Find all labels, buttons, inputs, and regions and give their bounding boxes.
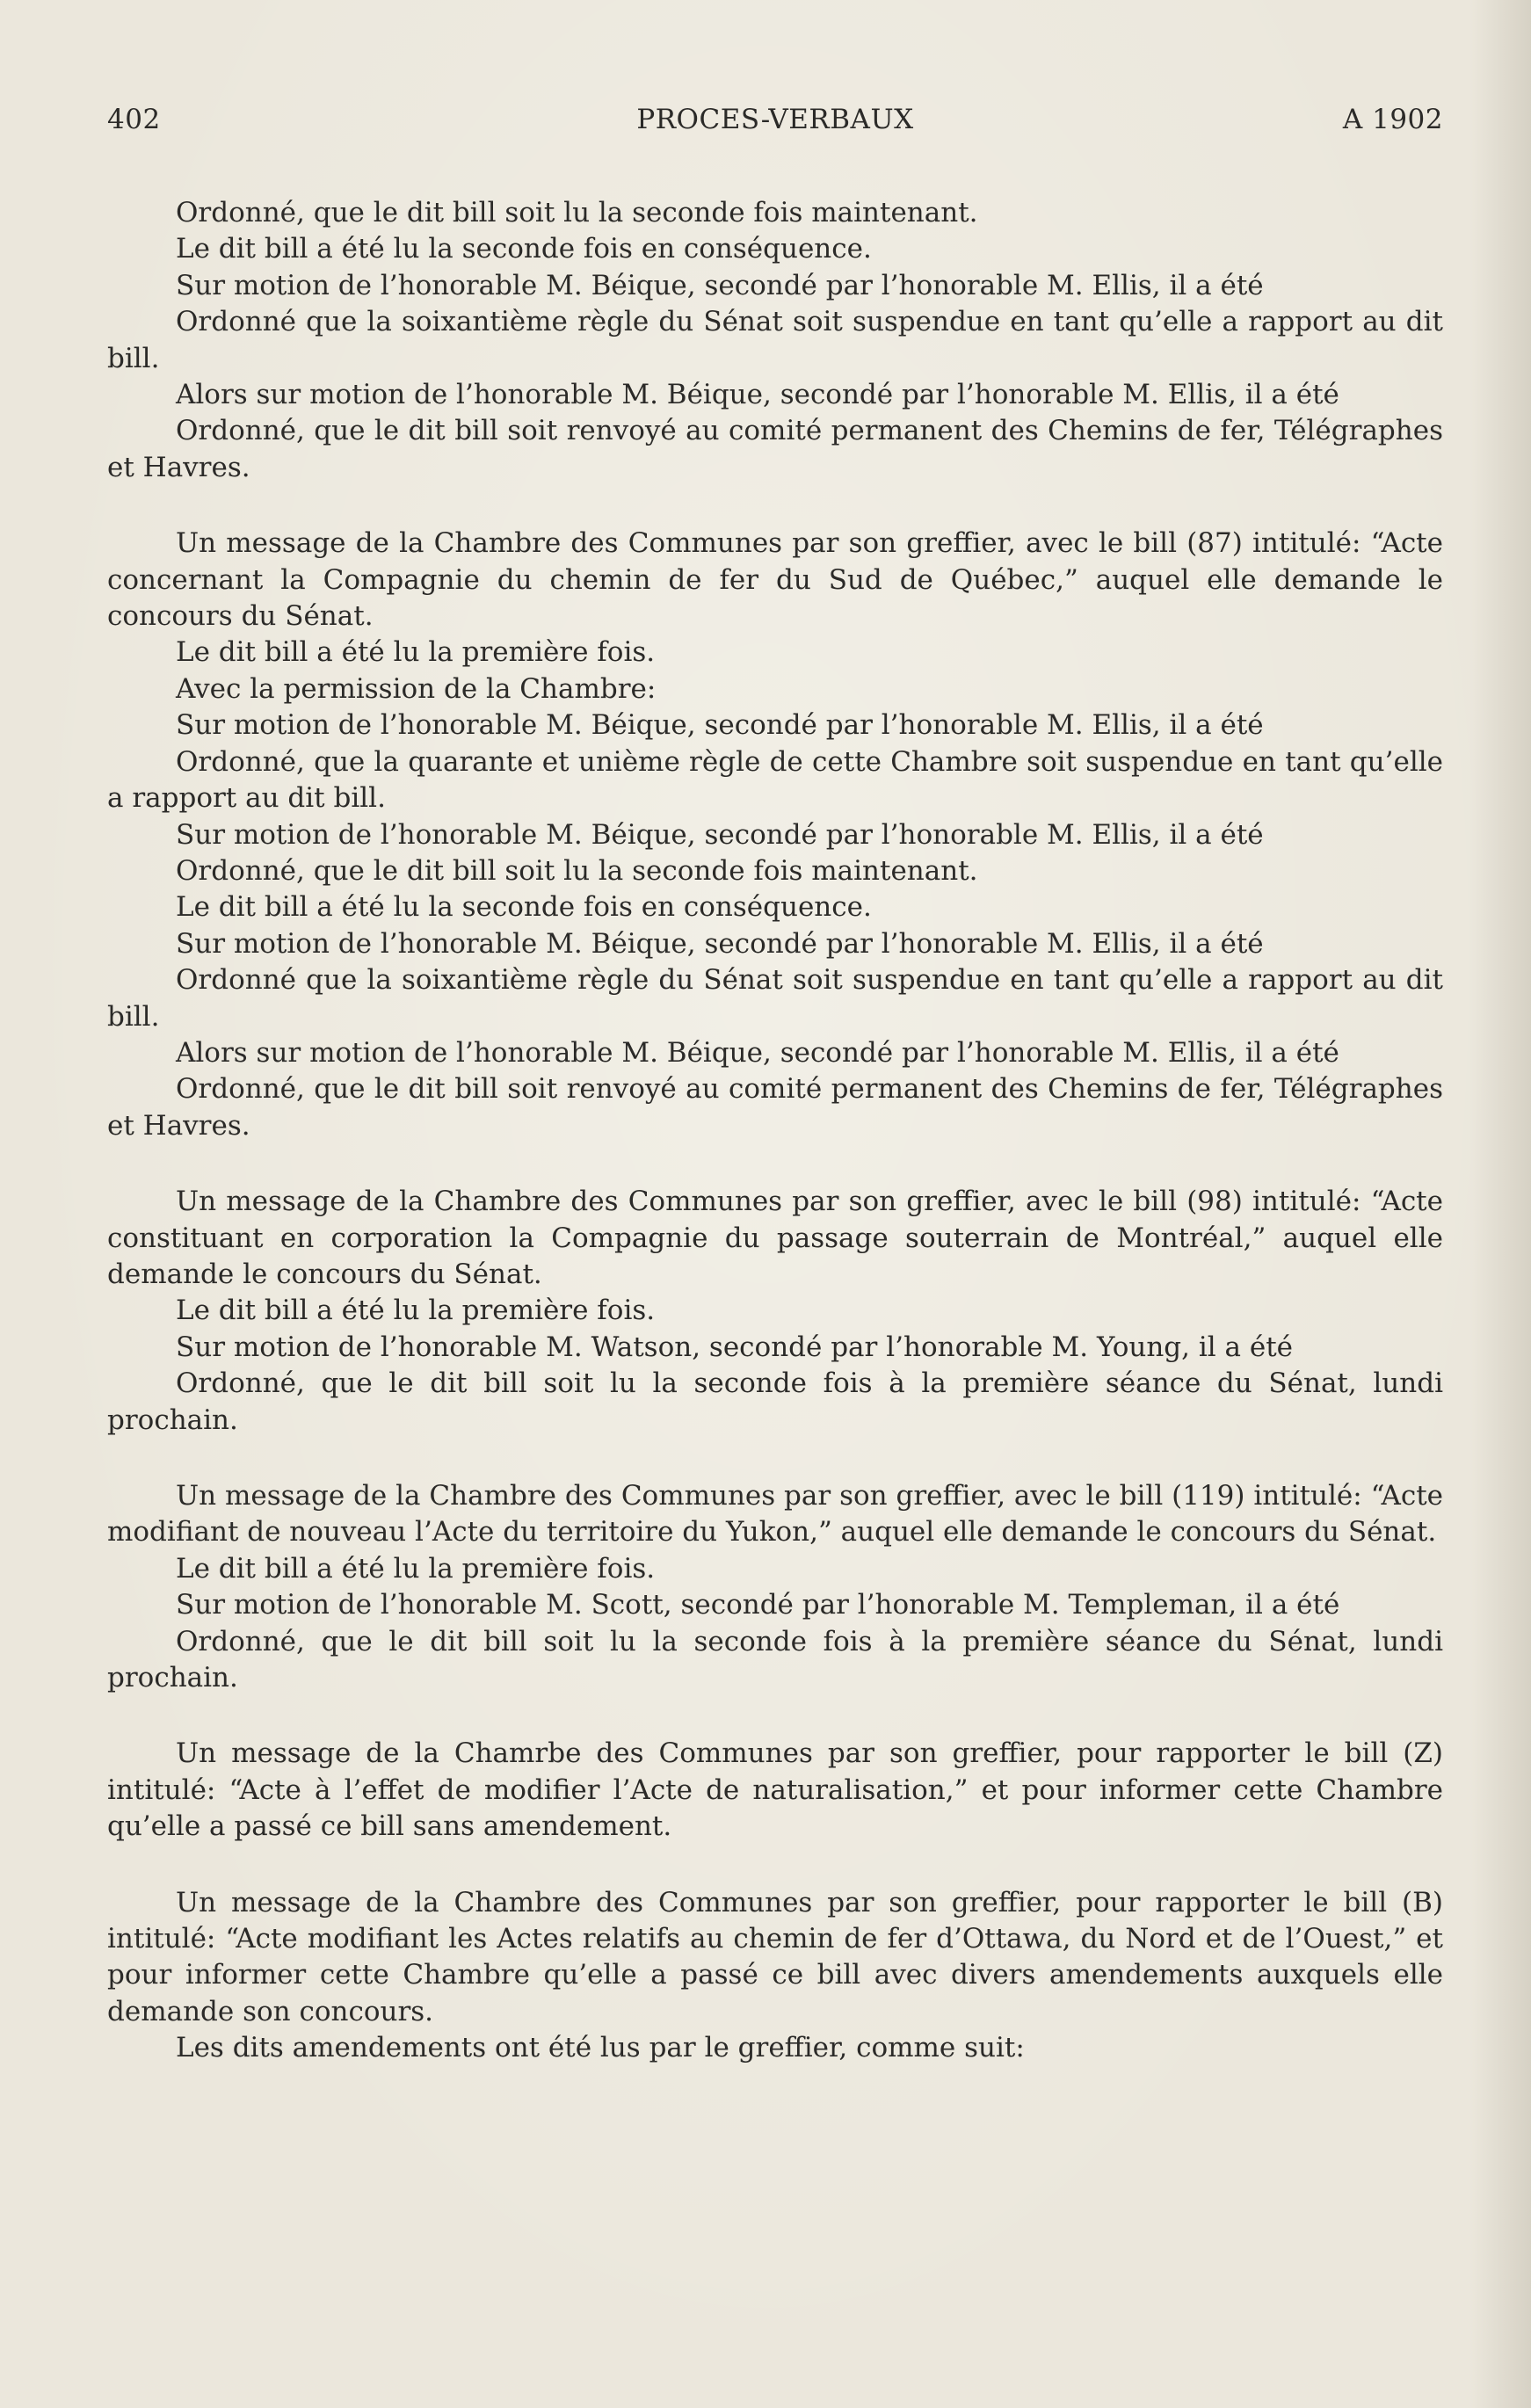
paragraph: Ordonné, que le dit bill soit lu la seconde fois à la première séance du Sénat, lundi prochain. (107, 1367, 1443, 1436)
paragraph: Sur motion de l’honorable M. Béique, secondé par l’honorable M. Ellis, il a été (176, 269, 1264, 301)
paragraph: Le dit bill a été lu la seconde fois en conséquence. (176, 891, 872, 924)
paragraph: Alors sur motion de l’honorable M. Béique, secondé par l’honorable M. Ellis, il a été (176, 379, 1339, 411)
paragraph: Ordonné que la soixantième règle du Sénat soit suspendue en tant qu’elle a rapport au dit bill. (107, 964, 1443, 1033)
running-title: PROCES-VERBAUX (636, 104, 914, 135)
paragraph: Ordonné, que le dit bill soit renvoyé au comité permanent des Chemins de fer, Télégraphes et Havres. (107, 1073, 1443, 1142)
paragraph: Ordonné, que le dit bill soit lu la seconde fois maintenant. (176, 854, 978, 887)
message-paragraph: Un message de la Chambre des Communes par son greffier, pour rapporter le bill (B) intitulé: “Acte modifiant les Actes relatifs au chemin de fer d’Ottawa, du Nord et de l’Ouest,” et pour informer cette Chambre qu’elle a passé ce bill avec divers amendements auxquels elle demande son concours. (107, 1886, 1443, 2027)
paragraph: Le dit bill a été lu la première fois. (176, 636, 656, 669)
document-body (107, 195, 1443, 2067)
message-paragraph: Un message de la Chambre des Communes par son greffier, avec le bill (98) intitulé: “Acte constituant en corporation la Compagnie du passage souterrain de Montréal,” auquel elle demande le concours du Sénat. (107, 1186, 1443, 1290)
session-year: A 1902 (1342, 104, 1443, 135)
paragraph: Les dits amendements ont été lus par le greffier, comme suit: (176, 2032, 1025, 2064)
paragraph: Le dit bill a été lu la première fois. (176, 1295, 656, 1327)
message-section (107, 1885, 1443, 2067)
message-section (107, 1736, 1443, 1845)
page-header (107, 104, 1443, 156)
paragraph: Sur motion de l’honorable M. Watson, secondé par l’honorable M. Young, il a été (176, 1331, 1294, 1363)
message-section (107, 526, 1443, 1144)
paragraph: Sur motion de l’honorable M. Béique, secondé par l’honorable M. Ellis, il a été (176, 709, 1264, 742)
paragraph: Sur motion de l’honorable M. Béique, secondé par l’honorable M. Ellis, il a été (176, 818, 1264, 851)
page-number: 402 (107, 104, 161, 135)
message-section (107, 1184, 1443, 1439)
paragraph: Ordonné, que la quarante et unième règle de cette Chambre soit suspendue en tant qu’elle a rapport au dit bill. (107, 745, 1443, 815)
message-section (107, 1478, 1443, 1696)
paragraph: Avec la permission de la Chambre: (176, 672, 657, 705)
paragraph: Ordonné, que le dit bill soit lu la seconde fois à la première séance du Sénat, lundi prochain. (107, 1625, 1443, 1694)
message-paragraph: Un message de la Chamrbe des Communes par son greffier, pour rapporter le bill (Z) intitulé: “Acte à l’effet de modifier l’Acte de naturalisation,” et pour informer cette Chambre qu’elle a passé ce bill sans amendement. (107, 1737, 1443, 1843)
proceedings-section (107, 195, 1443, 486)
paragraph: Ordonné, que le dit bill soit renvoyé au comité permanent des Chemins de fer, Télégraphes et Havres. (107, 415, 1443, 483)
paragraph: Sur motion de l’honorable M. Scott, secondé par l’honorable M. Templeman, il a été (176, 1589, 1340, 1621)
paragraph: Le dit bill a été lu la première fois. (176, 1552, 656, 1585)
message-paragraph: Un message de la Chambre des Communes par son greffier, avec le bill (119) intitulé: “Acte modifiant de nouveau l’Acte du territoire du Yukon,” auquel elle demande le concours du Sénat. (107, 1480, 1443, 1549)
paragraph: Sur motion de l’honorable M. Béique, secondé par l’honorable M. Ellis, il a été (176, 927, 1264, 960)
message-paragraph: Un message de la Chambre des Communes par son greffier, avec le bill (87) intitulé: “Acte concernant la Compagnie du chemin de fer du Sud de Québec,” auquel elle demande le concours du Sénat. (107, 527, 1443, 633)
paragraph: Le dit bill a été lu la seconde fois en conséquence. (176, 233, 872, 265)
paragraph: Alors sur motion de l’honorable M. Béique, secondé par l’honorable M. Ellis, il a été (176, 1036, 1339, 1069)
paragraph: Ordonné, que le dit bill soit lu la seconde fois maintenant. (176, 197, 978, 228)
paragraph: Ordonné que la soixantième règle du Sénat soit suspendue en tant qu’elle a rapport au dit bill. (107, 306, 1443, 374)
